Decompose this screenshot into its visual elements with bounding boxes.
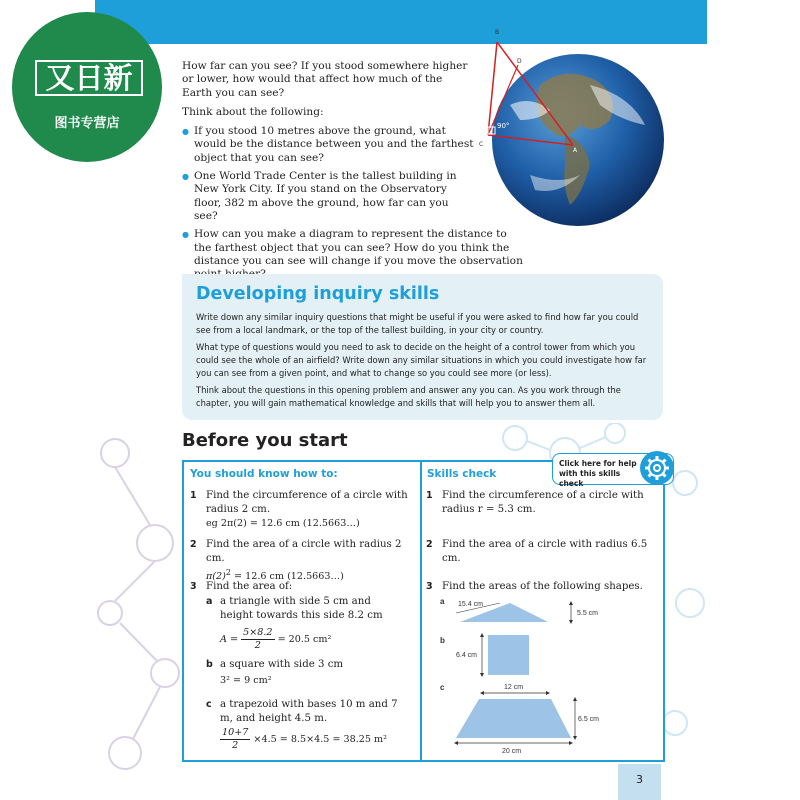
help-link-text[interactable]: Click here for help with this skills check <box>559 459 637 488</box>
earth-globe-image <box>470 25 680 230</box>
part-text: a square with side 3 cm <box>220 659 344 670</box>
left-part-b <box>206 658 406 688</box>
shape-b-label: b <box>440 636 445 645</box>
question-number: 1 <box>426 490 433 501</box>
right-column-heading: Skills check <box>427 468 497 480</box>
square-side-label: 6.4 cm <box>456 652 478 659</box>
question-number: 2 <box>190 539 197 550</box>
store-badge <box>12 12 162 162</box>
right-question-2 <box>426 538 656 566</box>
earth-diagram <box>470 25 680 230</box>
label-c: C <box>479 141 484 148</box>
left-question-2 <box>190 538 416 584</box>
question-text: Find the circumference of a circle with radius r = 5.3 cm. <box>442 490 644 515</box>
left-column-heading: You should know how to: <box>190 468 338 480</box>
example-result: = 12.6 cm (12.5663…) <box>231 571 344 583</box>
right-question-1 <box>426 489 652 517</box>
label-d: D <box>517 58 522 65</box>
shape-c-label: c <box>440 683 445 692</box>
gear-icon[interactable] <box>640 451 674 485</box>
question-number: 3 <box>426 581 433 592</box>
right-question-3 <box>426 580 656 594</box>
example-text: eg 2π(2) = 12.6 cm (12.5663…) <box>206 518 360 529</box>
formula-rhs: ×4.5 = 8.5×4.5 = 38.25 m² <box>253 734 388 745</box>
question-text: Find the area of a circle with radius 2 cm. <box>206 539 402 564</box>
question-text: Find the areas of the following shapes. <box>442 581 643 592</box>
left-question-1 <box>190 489 412 531</box>
triangle-base-label: 15.4 cm <box>458 601 483 608</box>
left-question-3 <box>190 580 412 594</box>
formula-rhs: = 20.5 cm² <box>277 634 332 645</box>
page-number: 3 <box>636 773 643 786</box>
trapezoid-top-label: 12 cm <box>504 684 524 691</box>
label-a: A <box>573 147 578 154</box>
question-number: 1 <box>190 490 197 501</box>
developing-inquiry-panel <box>182 274 663 420</box>
angle-label: 90° <box>497 122 510 130</box>
intro-paragraph: How far can you see? If you stood somewhere higher or lower, how would that affect how much of the Earth you can see? <box>182 60 468 99</box>
badge-title: 又日新 <box>35 60 143 96</box>
fraction <box>241 627 274 652</box>
intro-prompt: Think about the following: <box>182 105 324 118</box>
question-text: Find the area of a circle with radius 6.5 cm. <box>442 539 648 564</box>
developing-title: Developing inquiry skills <box>196 284 440 304</box>
fraction <box>220 727 250 752</box>
left-part-a <box>206 595 406 652</box>
developing-paragraph: Think about the questions in this opening problem and answer any you can. As you work through the chapter, you will gain mathematical knowledge and skills that will help you to answer them all. <box>196 385 621 408</box>
left-part-c <box>206 698 406 752</box>
fraction-denominator: 2 <box>232 740 239 751</box>
shapes-diagram <box>420 595 660 760</box>
shape-a-label: a <box>440 597 445 606</box>
triangle-height-label: 5.5 cm <box>577 610 599 617</box>
part-working <box>220 627 406 652</box>
question-text: Find the circumference of a circle with radius 2 cm. <box>206 490 408 515</box>
before-you-start-title: Before you start <box>182 430 348 451</box>
part-label: b <box>206 659 213 670</box>
developing-paragraph: Write down any similar inquiry questions that might be useful if you were asked to find how far you could see from a local landmark, or the top of the tallest building, in your city or country. <box>196 312 639 335</box>
formula-lhs: A = <box>220 634 239 645</box>
part-text: a trapezoid with bases 10 m and 7 m, and height 4.5 m. <box>220 699 398 724</box>
fraction-numerator: 5×8.2 <box>243 627 273 638</box>
fraction-numerator: 10+7 <box>222 727 249 738</box>
question-text: Find the area of: <box>206 581 293 592</box>
badge-subtitle: 图书专营店 <box>54 116 120 131</box>
page-number-tab <box>618 764 661 800</box>
label-b: B <box>495 29 500 36</box>
bullet-item: ● One World Trade Center is the tallest building in New York City. If you stand on the Observatory floor, 382 m above the ground, how far can you see? <box>182 170 474 223</box>
developing-paragraph: What type of questions would you need to ask to decide on the height of a control tower from which you could see the whole of an airfield? Write down any similar situations in which you could investigate how far you can see from a given point, and what to change so you could see more (or less). <box>196 342 647 378</box>
square-shape <box>488 635 529 675</box>
part-label: c <box>206 699 212 710</box>
part-label: a <box>206 596 213 607</box>
trapezoid-bottom-label: 20 cm <box>502 748 522 755</box>
question-number: 3 <box>190 581 197 592</box>
trapezoid-height-label: 6.5 cm <box>578 716 600 723</box>
part-text: a triangle with side 5 cm and height towards this side 8.2 cm <box>220 596 383 621</box>
part-working <box>220 727 406 752</box>
part-working: 3² = 9 cm² <box>220 675 272 686</box>
bullet-item: ● If you stood 10 metres above the ground, what would be the distance between you and the farthest object that you can see? <box>182 125 474 165</box>
question-number: 2 <box>426 539 433 550</box>
fraction-denominator: 2 <box>254 640 261 651</box>
example-pi: π(2) <box>206 571 226 583</box>
example-exponent: 2 <box>225 568 231 577</box>
bullet-item: ● How can you make a diagram to represent the distance to the farthest object that you can see? How do you think the distance you can see will change if you move the observation <box>182 228 524 281</box>
developing-body <box>196 311 652 414</box>
trapezoid-shape <box>456 699 571 738</box>
